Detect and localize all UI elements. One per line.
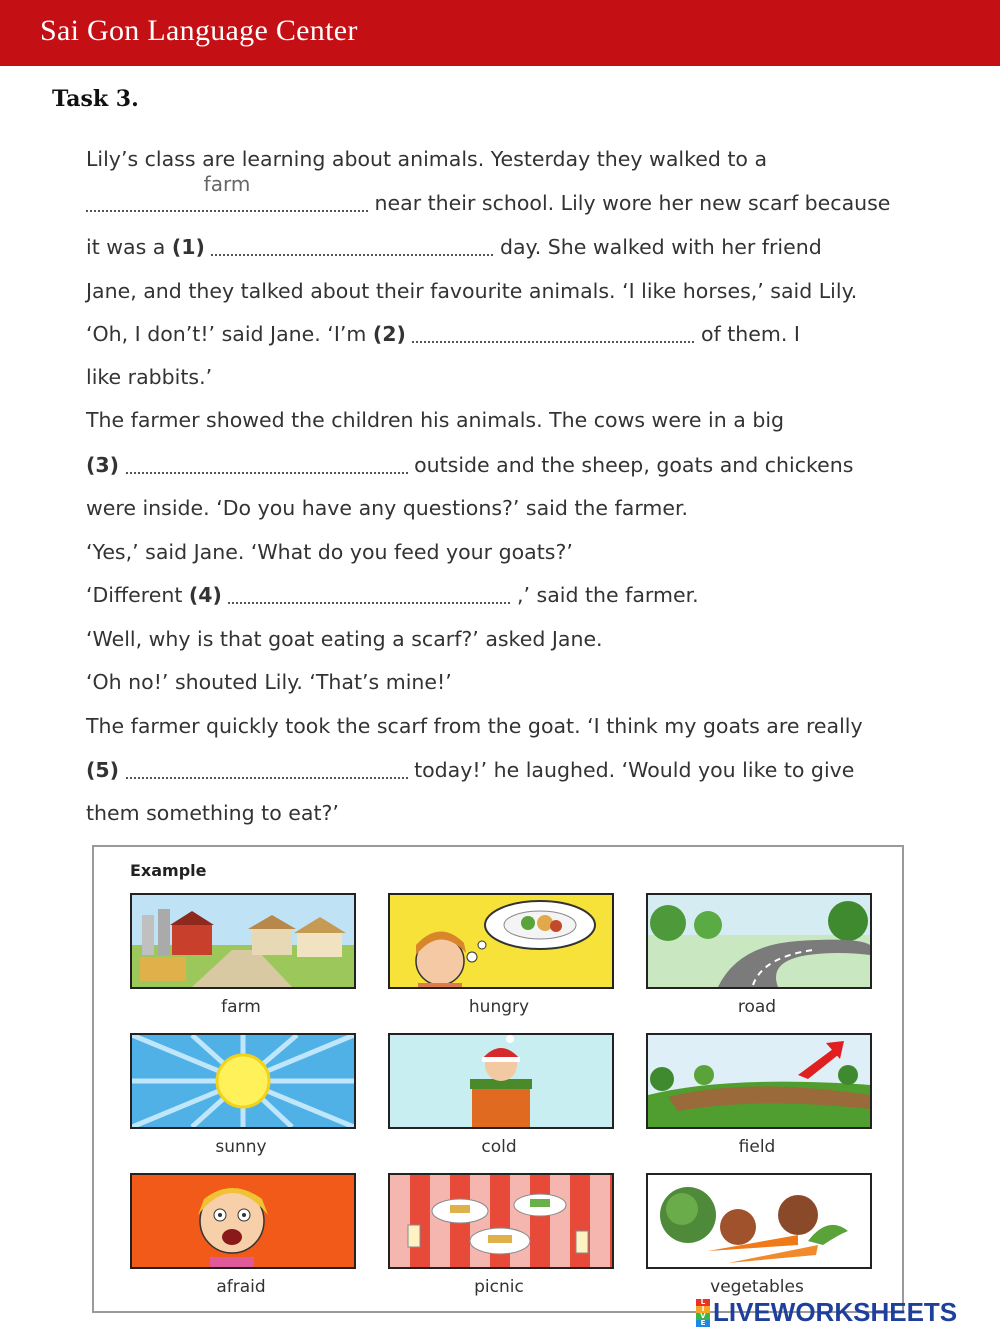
gap-5 bbox=[126, 759, 408, 779]
passage-text: of them. I bbox=[700, 322, 800, 346]
passage-text: day. She walked with her friend bbox=[499, 235, 822, 259]
word-sunny: sunny bbox=[215, 1137, 267, 1157]
example-blank bbox=[86, 172, 368, 212]
word-picnic: picnic bbox=[474, 1277, 524, 1297]
passage-line-5 bbox=[86, 322, 800, 346]
vegetables-picture bbox=[646, 1173, 872, 1269]
gap-2 bbox=[412, 323, 694, 343]
answer-input-4[interactable] bbox=[228, 578, 510, 602]
passage-line-14: The farmer quickly took the scarf from the goat. ‘I think my goats are really bbox=[86, 714, 863, 738]
gap-number-4: (4) bbox=[188, 583, 222, 607]
answer-input-3[interactable] bbox=[126, 448, 408, 472]
gap-number-2: (2) bbox=[372, 322, 406, 346]
word-box-label: Example bbox=[130, 861, 207, 880]
word-box bbox=[92, 845, 904, 1313]
gap-number-5: (5) bbox=[86, 758, 120, 782]
passage-line-16: them something to eat?’ bbox=[86, 801, 339, 825]
gap-number-3: (3) bbox=[86, 453, 120, 477]
passage-line-8 bbox=[86, 453, 853, 477]
passage-text: ‘Oh, I don’t!’ said Jane. ‘I’m bbox=[86, 322, 367, 346]
cold-picture bbox=[388, 1033, 614, 1129]
logo-mark-letter: V bbox=[696, 1313, 710, 1320]
hungry-picture bbox=[388, 893, 614, 989]
word-hungry: hungry bbox=[468, 997, 530, 1017]
passage-line-2 bbox=[86, 172, 891, 215]
answer-input-1[interactable] bbox=[211, 230, 493, 254]
picnic-picture bbox=[388, 1173, 614, 1269]
passage-line-6: like rabbits.’ bbox=[86, 365, 213, 389]
word-farm: farm bbox=[221, 997, 261, 1017]
passage-text: outside and the sheep, goats and chickens bbox=[414, 453, 854, 477]
passage-line-13: ‘Oh no!’ shouted Lily. ‘That’s mine!’ bbox=[86, 670, 452, 694]
logo-text: LIVEWORKSHEETS bbox=[713, 1296, 958, 1327]
answer-input-2[interactable] bbox=[412, 317, 694, 341]
page-header bbox=[0, 0, 1000, 66]
farm-picture bbox=[130, 893, 356, 989]
logo-mark-icon bbox=[696, 1299, 710, 1325]
word-vegetables: vegetables bbox=[710, 1277, 804, 1297]
logo-mark-letter: L bbox=[696, 1299, 710, 1306]
passage-line-7: The farmer showed the children his animals. The cows were in a big bbox=[86, 408, 785, 432]
example-answer: farm bbox=[203, 172, 251, 196]
passage-text: it was a bbox=[86, 235, 166, 259]
sunny-picture bbox=[130, 1033, 356, 1129]
word-field: field bbox=[738, 1137, 776, 1157]
answer-input-5[interactable] bbox=[126, 753, 408, 777]
word-road: road bbox=[737, 997, 777, 1017]
passage-line-15 bbox=[86, 758, 854, 782]
passage-text: ‘Different bbox=[86, 583, 183, 607]
task-title: Task 3. bbox=[52, 86, 139, 112]
passage-line-12: ‘Well, why is that goat eating a scarf?’ asked Jane. bbox=[86, 627, 603, 651]
gap-4 bbox=[228, 584, 510, 604]
passage-line-3 bbox=[86, 235, 822, 259]
word-cold: cold bbox=[481, 1137, 517, 1157]
gap-3 bbox=[126, 454, 408, 474]
logo-mark-letter: I bbox=[696, 1306, 710, 1313]
word-afraid: afraid bbox=[216, 1277, 266, 1297]
field-picture bbox=[646, 1033, 872, 1129]
passage-text: ,’ said the farmer. bbox=[516, 583, 699, 607]
liveworksheets-logo bbox=[696, 1298, 957, 1326]
passage-line-10: ‘Yes,’ said Jane. ‘What do you feed your goats?’ bbox=[86, 540, 573, 564]
passage-line-11 bbox=[86, 583, 699, 607]
gap-number-1: (1) bbox=[171, 235, 205, 259]
logo-mark-letter: E bbox=[696, 1320, 710, 1327]
header-title: Sai Gon Language Center bbox=[40, 14, 358, 47]
passage-line-4: Jane, and they talked about their favourite animals. ‘I like horses,’ said Lily. bbox=[86, 279, 858, 303]
road-picture bbox=[646, 893, 872, 989]
afraid-picture bbox=[130, 1173, 356, 1269]
passage-text: today!’ he laughed. ‘Would you like to give bbox=[414, 758, 855, 782]
passage-text: near their school. Lily wore her new scarf because bbox=[374, 191, 891, 215]
passage-line-1: Lily’s class are learning about animals. Yesterday they walked to a bbox=[86, 147, 768, 171]
gap-1 bbox=[211, 236, 493, 256]
passage-line-9: were inside. ‘Do you have any questions?’ said the farmer. bbox=[86, 496, 689, 520]
